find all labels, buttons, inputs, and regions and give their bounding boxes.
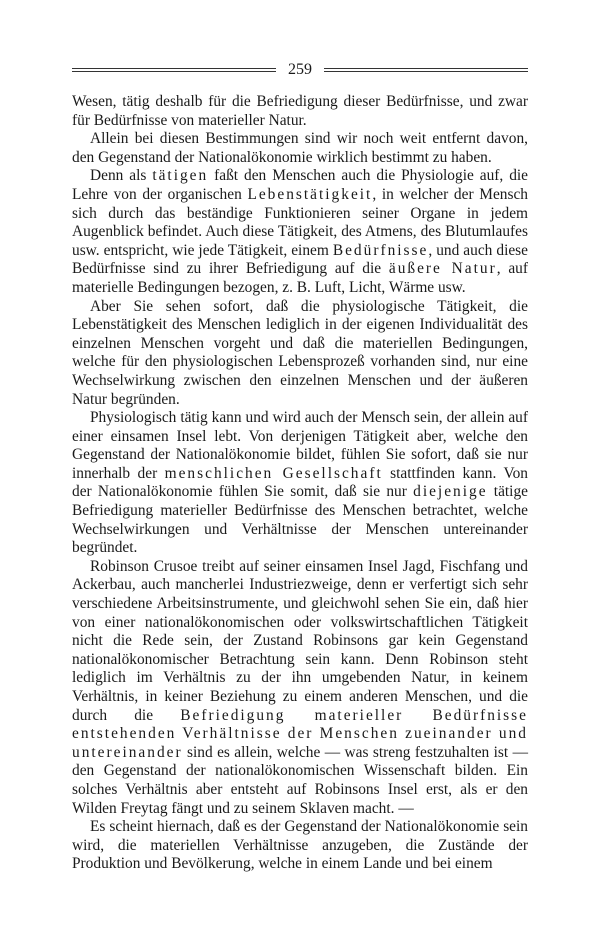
emphasis: Bedürfnisse: [332, 241, 429, 259]
emphasis: diejenige: [413, 483, 488, 501]
header-rule-left: [72, 68, 276, 72]
page-header: [72, 58, 528, 82]
emphasis: tätigen: [152, 167, 209, 185]
body-text: [72, 93, 528, 874]
paragraph-1: Wesen, tätig deshalb für die Befriedigung dieser Bedürfnisse, und zwar für Bedürfnisse von materieller Natur.: [72, 93, 528, 129]
paragraph-3: Denn als tätigen faßt den Menschen auch die Physiologie auf, die Lehre von der organischen Lebenstätigkeit, in welcher der Mensch sich durch das beständige Funktionieren seiner Organe in jedem Augenblick befindet. Auch diese Tätigkeit, des Atmens, des Blutumlaufes usw. entspricht, wie jede Tätigkeit, einem Bedürfnisse, und auch diese Bedürfnisse sind zu ihrer Befriedigung auf die äußere Natur, auf materielle Bedingungen bezogen, z. B. Luft, Licht, Wärme usw.: [72, 167, 528, 296]
paragraph-4: Aber Sie sehen sofort, daß die physiologische Tätigkeit, die Lebenstätigkeit des Menschen lediglich in der eigenen Individualität des einzelnen Menschen vorgeht und daß die materiellen Bedingungen, welche für den physiologischen Lebensprozeß vorhanden sind, nur eine Wechselwirkung zwischen den einzelnen Menschen und der äußeren Natur begründen.: [72, 297, 528, 408]
emphasis: Befriedigung materieller Bedürfnisse entstehenden Verhältnisse der Menschen zueinander und untereinander: [72, 706, 528, 761]
paragraph-5: Physiologisch tätig kann und wird auch der Mensch sein, der allein auf einer einsamen Insel lebt. Von derjenigen Tätigkeit aber, welche den Gegenstand der Nationalökonomie bildet, fühlen Sie sofort, daß sie nur innerhalb der menschlichen Gesellschaft stattfinden kann. Von der Nationalökonomie fühlen Sie somit, daß sie nur diejenige tätige Befriedigung materieller Bedürfnisse des Menschen betrachtet, welche Wechselwirkungen und Verhältnisse der Menschen untereinander begründet.: [72, 409, 528, 557]
paragraph-7: Es scheint hiernach, daß es der Gegenstand der Nationalökonomie sein wird, die materiellen Verhältnisse anzugeben, die Zustände der Produktion und Bevölkerung, welche in einem Lande und bei einem: [72, 818, 528, 873]
page-number: 259: [288, 61, 312, 78]
emphasis: menschlichen Gesellschaft: [164, 464, 383, 482]
emphasis: Lebenstätigkeit: [247, 185, 373, 203]
emphasis: äußere Natur: [388, 260, 497, 278]
paragraph-2: Allein bei diesen Bestimmungen sind wir noch weit entfernt davon, den Gegenstand der Nationalökonomie wirklich bestimmt zu haben.: [72, 130, 528, 166]
paragraph-6: Robinson Crusoe treibt auf seiner einsamen Insel Jagd, Fischfang und Ackerbau, auch mancherlei Industriezweige, denn er verfertigt sich sehr verschiedene Arbeitsinstrumente, und gleichwohl sehen Sie ein, daß hier von einer nationalökonomischen oder volkswirtschaftlichen Tätigkeit nicht die Rede sein, der Zustand Robinsons gar kein Gegenstand nationalökonomischer Betrachtung sein kann. Denn Robinson steht lediglich im Verhältnis zu der ihn umgebenden Natur, in keinem Verhältnis, in keiner Beziehung zu einem anderen Menschen, und die durch die Befriedigung materieller Bedürfnisse entstehenden Verhältnisse der Menschen zueinander und untereinander sind es allein, welche — was streng festzuhalten ist — den Gegenstand der nationalökonomischen Wissenschaft bilden. Ein solches Verhältnis aber entsteht auf Robinsons Insel erst, als er den Wilden Freytag fängt und zu seinem Sklaven macht. —: [72, 557, 528, 817]
header-rule-right: [324, 68, 528, 72]
